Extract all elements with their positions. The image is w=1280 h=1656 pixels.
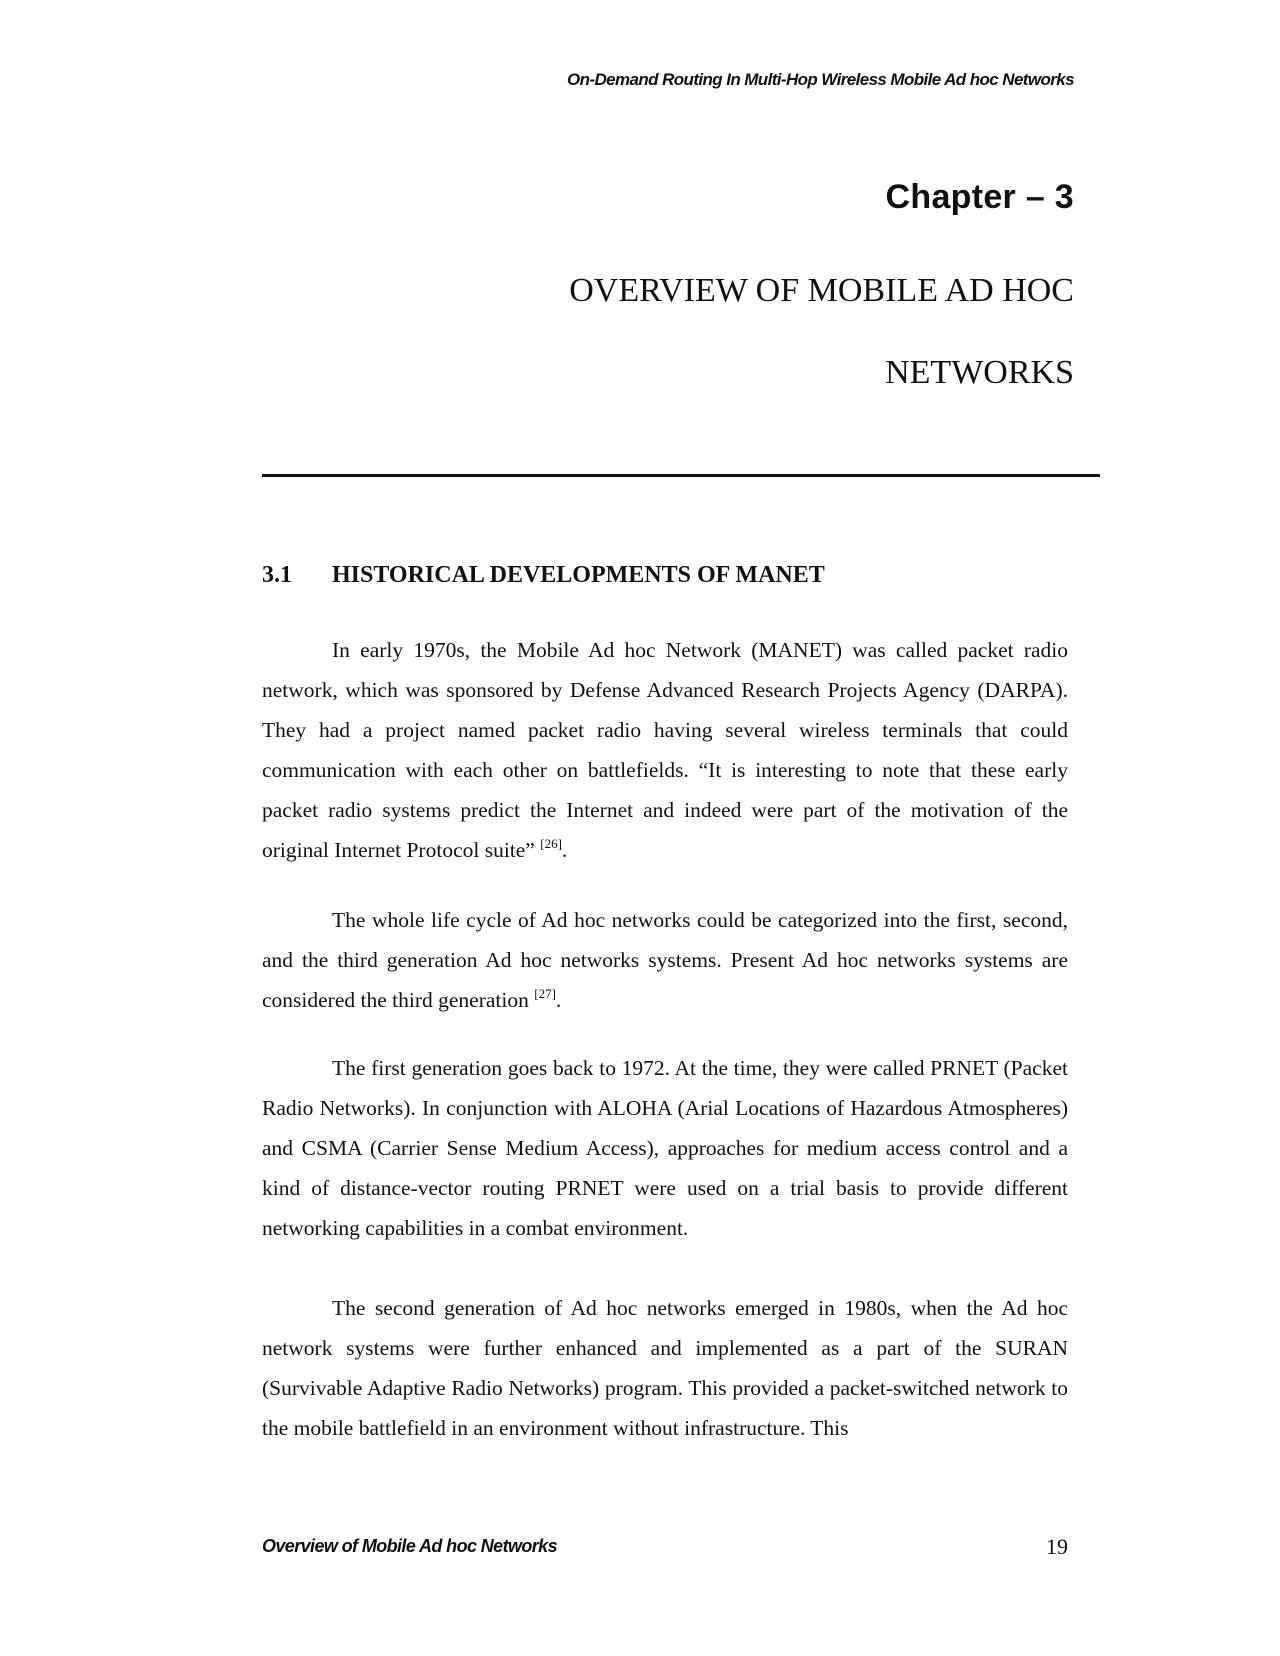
citation-26: [26] bbox=[540, 836, 562, 851]
chapter-title-line2: NETWORKS bbox=[885, 354, 1074, 391]
section-number: 3.1 bbox=[262, 562, 292, 588]
paragraph-4: The second generation of Ad hoc networks emerged in 1980s, when the Ad hoc network systems were further enhanced and implemented as a part of the SURAN (Survivable Adaptive Radio Networks) program. This provided a packet-switched network to the mobile battlefield in an environment without infrastructure. This bbox=[262, 1296, 1068, 1440]
section-heading bbox=[262, 562, 825, 589]
running-header: On-Demand Routing In Multi-Hop Wireless Mobile Ad hoc Networks bbox=[567, 70, 1074, 89]
paragraph-2-text: The whole life cycle of Ad hoc networks could be categorized into the first, second, and the third generation Ad hoc networks systems. Present Ad hoc networks systems are considered the third generation bbox=[262, 908, 1068, 1012]
page-number: 19 bbox=[1046, 1534, 1068, 1559]
chapter-label: Chapter – 3 bbox=[885, 178, 1074, 216]
chapter-title-line1: OVERVIEW OF MOBILE AD HOC bbox=[569, 272, 1074, 309]
paragraph-1 bbox=[262, 630, 1068, 870]
paragraph-1-end: . bbox=[561, 838, 568, 862]
citation-27: [27] bbox=[534, 986, 556, 1001]
paragraph-3: The first generation goes back to 1972. At the time, they were called PRNET (Packet Radio Networks). In conjunction with ALOHA (Arial Locations of Hazardous Atmospheres) and CSMA (Carrier Sense Medium Access), approaches for medium access control and a kind of distance-vector routing PRNET were used on a trial basis to provide different networking capabilities in a combat environment. bbox=[262, 1056, 1068, 1240]
paragraph-2-end: . bbox=[555, 988, 562, 1012]
section-title: HISTORICAL DEVELOPMENTS OF MANET bbox=[332, 562, 825, 588]
chapter-divider bbox=[262, 474, 1100, 477]
paragraph-1-text: In early 1970s, the Mobile Ad hoc Network (MANET) was called packet radio network, which was sponsored by Defense Advanced Research Projects Agency (DARPA). They had a project named packet radio having several wireless terminals that could communication with each other on battlefields. “It is interesting to note that these early packet radio systems predict the Internet and indeed were part of the motivation of the original Internet Protocol suite” bbox=[262, 638, 1068, 862]
paragraph-2 bbox=[262, 900, 1068, 1020]
footer-title: Overview of Mobile Ad hoc Networks bbox=[262, 1536, 557, 1556]
